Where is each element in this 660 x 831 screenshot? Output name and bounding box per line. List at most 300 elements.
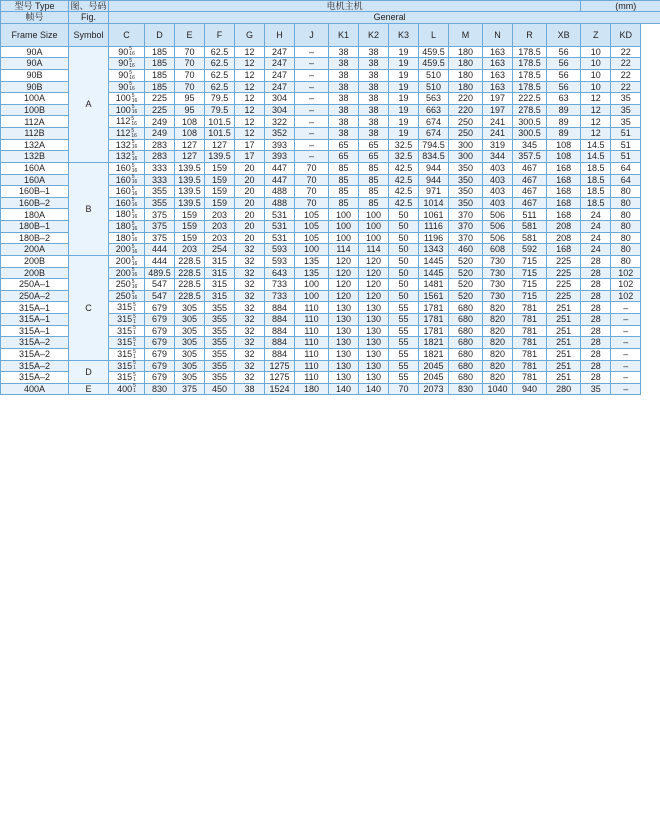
fig-fraction-part: 5 [131,139,135,146]
cell-G: 447 [265,162,295,174]
cell-R: 251 [547,337,581,349]
cell-E: 355 [205,337,235,349]
fig-fraction-part: 5 [131,220,135,227]
fig-number-fraction [133,326,136,336]
cell-L: 300 [449,151,483,163]
fig-fraction-part: 16 [131,260,138,267]
cell-R: 251 [547,302,581,314]
col-header-XB: XB [547,23,581,46]
fig-number-value: 315 [117,360,133,371]
cell-E: 127 [205,139,235,151]
fig-number-fraction [129,71,135,81]
cell-G: 247 [265,81,295,93]
cell-XB: 10 [581,58,611,70]
cell-C: 679 [145,360,175,372]
cell-C: 375 [145,221,175,233]
fig-fraction-part: 5 [129,69,132,76]
cell-G: 733 [265,290,295,302]
fig-fraction-part: 5 [131,185,135,192]
fig-fraction-part: 16 [131,214,138,221]
cell-K1: 38 [359,46,389,58]
cell-frame-size: 180B–2 [1,232,69,244]
fig-number-value: 160 [115,186,131,197]
cell-C: 375 [145,209,175,221]
cell-H: – [295,93,329,105]
cell-K1: 38 [359,128,389,140]
cell-XB: 28 [581,360,611,372]
cell-Z: – [611,348,641,360]
cell-J: 85 [329,162,359,174]
fig-number-fraction [132,140,138,150]
cell-N: 781 [513,348,547,360]
cell-fig-number [109,232,145,244]
cell-R: 63 [547,93,581,105]
fig-fraction-part: 16 [131,283,138,290]
fig-fraction-part: 16 [131,144,138,151]
cell-K2: 55 [389,337,419,349]
cell-E: 203 [205,232,235,244]
cell-D: 203 [175,244,205,256]
cell-XB: 10 [581,46,611,58]
cell-K1: 140 [359,383,389,395]
fig-number-fraction [133,315,136,325]
cell-H: 110 [295,360,329,372]
cell-K3: 510 [419,81,449,93]
fig-number-value: 90 [118,69,129,80]
fig-number-fraction [132,268,138,278]
fig-fraction-part: 16 [131,121,137,128]
cell-K3: 2045 [419,372,449,384]
cell-frame-size: 180B–1 [1,221,69,233]
cell-C: 679 [145,314,175,326]
cell-R: 168 [547,186,581,198]
cell-M: 730 [483,255,513,267]
cell-E: 101.5 [205,128,235,140]
table-header [1,1,660,47]
fig-number-fraction [131,117,137,127]
col-header-D: D [145,23,175,46]
cell-fig-symbol: B [69,162,109,255]
cell-L: 830 [449,383,483,395]
cell-frame-size: 250A–2 [1,290,69,302]
cell-XB: 24 [581,221,611,233]
fig-number-fraction [132,94,138,104]
cell-G: 322 [265,116,295,128]
fig-number-fraction [132,245,138,255]
cell-E: 139.5 [205,151,235,163]
cell-K1: 130 [359,314,389,326]
col-header-K2: K2 [359,23,389,46]
cell-F: 20 [235,232,265,244]
cell-XB: 18.5 [581,197,611,209]
cell-L: 680 [449,337,483,349]
cell-L: 350 [449,197,483,209]
col-header-L: L [419,23,449,46]
cell-D: 70 [175,81,205,93]
cell-fig-number [109,244,145,256]
fig-fraction-part: 16 [129,51,135,58]
cell-frame-size: 160A [1,162,69,174]
cell-frame-size: 160B–1 [1,186,69,198]
cell-K3: 1196 [419,232,449,244]
fig-fraction-part: 5 [131,150,135,157]
cell-K1: 85 [359,186,389,198]
cell-K2: 55 [389,348,419,360]
fig-number-value: 112 [116,128,131,139]
fig-fraction-part: 16 [131,248,138,255]
cell-H: 110 [295,337,329,349]
cell-K2: 55 [389,302,419,314]
cell-D: 305 [175,360,205,372]
cell-R: 168 [547,209,581,221]
cell-Z: – [611,360,641,372]
cell-XB: 35 [581,383,611,395]
cell-L: 370 [449,232,483,244]
cell-E: 355 [205,314,235,326]
fig-fraction-part: 5 [131,174,135,181]
cell-C: 375 [145,232,175,244]
cell-XB: 18.5 [581,174,611,186]
cell-fig-number [109,337,145,349]
cell-R: 56 [547,81,581,93]
cell-fig-number [109,139,145,151]
cell-D: 305 [175,337,205,349]
cell-XB: 10 [581,69,611,81]
cell-H: – [295,58,329,70]
cell-D: 127 [175,139,205,151]
cell-frame-size: 200B [1,255,69,267]
cell-C: 679 [145,348,175,360]
cell-K2: 19 [389,128,419,140]
cell-L: 350 [449,174,483,186]
cell-C: 283 [145,151,175,163]
cell-L: 350 [449,186,483,198]
cell-M: 506 [483,221,513,233]
fig-fraction-part: 5 [131,232,135,239]
fig-fraction-part: 16 [129,62,135,69]
cell-K2: 42.5 [389,197,419,209]
cell-K2: 42.5 [389,174,419,186]
cell-C: 249 [145,116,175,128]
cell-K2: 19 [389,93,419,105]
cell-K3: 2045 [419,360,449,372]
header-frame-label: 帧号 [1,12,69,23]
cell-M: 506 [483,232,513,244]
fig-number-value: 200 [115,267,131,278]
cell-H: – [295,151,329,163]
cell-K3: 510 [419,69,449,81]
cell-D: 228.5 [175,255,205,267]
fig-fraction-part: 5 [133,360,136,367]
cell-G: 733 [265,279,295,291]
fig-number-fraction [132,280,138,290]
fig-number-fraction [132,222,138,232]
cell-XB: 24 [581,244,611,256]
cell-N: 357.5 [513,151,547,163]
cell-E: 79.5 [205,93,235,105]
fig-fraction-part: 5 [133,325,136,332]
cell-H: 70 [295,186,329,198]
cell-XB: 12 [581,116,611,128]
cell-C: 333 [145,162,175,174]
cell-K2: 55 [389,360,419,372]
col-header-E: E [175,23,205,46]
fig-number-fraction [133,384,136,394]
header-symbol-label-top: 图、号码 [70,1,107,11]
cell-D: 108 [175,128,205,140]
cell-fig-number [109,186,145,198]
cell-F: 12 [235,93,265,105]
cell-K1: 120 [359,267,389,279]
cell-XB: 24 [581,232,611,244]
cell-fig-number [109,81,145,93]
cell-M: 241 [483,128,513,140]
cell-fig-number [109,69,145,81]
cell-Z: 102 [611,290,641,302]
cell-G: 531 [265,232,295,244]
cell-frame-size: 160B–2 [1,197,69,209]
cell-L: 680 [449,360,483,372]
cell-N: 467 [513,174,547,186]
cell-J: 130 [329,314,359,326]
col-header-H: H [265,23,295,46]
col-header-G: G [235,23,265,46]
col-header-R: R [513,23,547,46]
cell-K3: 1116 [419,221,449,233]
cell-fig-number [109,267,145,279]
cell-N: 592 [513,244,547,256]
cell-C: 185 [145,69,175,81]
fig-number-fraction [132,257,138,267]
fig-fraction-part: 5 [133,336,136,343]
cell-C: 444 [145,244,175,256]
cell-D: 305 [175,302,205,314]
cell-F: 12 [235,69,265,81]
cell-N: 781 [513,360,547,372]
cell-F: 32 [235,302,265,314]
cell-fig-number [109,197,145,209]
cell-L: 460 [449,244,483,256]
cell-G: 884 [265,325,295,337]
cell-N: 715 [513,255,547,267]
cell-J: 120 [329,290,359,302]
fig-number-fraction [129,47,135,57]
fig-fraction-part: 5 [131,197,135,204]
fig-number-value: 100 [115,104,131,115]
cell-L: 520 [449,290,483,302]
cell-J: 38 [329,69,359,81]
cell-F: 32 [235,255,265,267]
cell-H: – [295,46,329,58]
cell-K1: 85 [359,162,389,174]
cell-K3: 674 [419,128,449,140]
cell-J: 100 [329,221,359,233]
fig-number-value: 112 [116,116,131,127]
cell-M: 163 [483,69,513,81]
cell-E: 315 [205,267,235,279]
cell-K2: 32.5 [389,151,419,163]
cell-F: 38 [235,383,265,395]
cell-L: 180 [449,58,483,70]
cell-L: 180 [449,81,483,93]
cell-D: 159 [175,232,205,244]
cell-M: 820 [483,325,513,337]
cell-K2: 50 [389,267,419,279]
cell-M: 163 [483,58,513,70]
cell-Z: 80 [611,186,641,198]
cell-L: 680 [449,325,483,337]
cell-D: 159 [175,209,205,221]
fig-number-value: 250 [115,290,131,301]
cell-K3: 1445 [419,255,449,267]
fig-number-fraction [133,361,136,371]
cell-H: 110 [295,372,329,384]
cell-G: 593 [265,244,295,256]
fig-number-value: 90 [118,81,129,92]
fig-number-value: 90 [118,46,129,57]
cell-D: 228.5 [175,290,205,302]
fig-fraction-part: 5 [129,81,132,88]
cell-G: 304 [265,104,295,116]
cell-F: 20 [235,209,265,221]
fig-fraction-part: 16 [131,155,138,162]
fig-fraction-part: 5 [129,57,132,64]
cell-J: 85 [329,174,359,186]
cell-XB: 14.5 [581,151,611,163]
cell-C: 185 [145,46,175,58]
cell-F: 12 [235,128,265,140]
table-body [1,46,660,395]
cell-C: 185 [145,81,175,93]
cell-F: 12 [235,104,265,116]
fig-number-fraction [131,129,137,139]
cell-K1: 85 [359,197,389,209]
cell-R: 168 [547,197,581,209]
cell-K3: 1821 [419,348,449,360]
fig-number-fraction [133,373,136,383]
cell-K2: 55 [389,325,419,337]
fig-number-value: 250 [115,279,131,290]
cell-R: 108 [547,151,581,163]
fig-number-fraction [132,105,138,115]
cell-J: 38 [329,104,359,116]
cell-K1: 100 [359,221,389,233]
cell-fig-number [109,116,145,128]
cell-R: 168 [547,174,581,186]
cell-E: 62.5 [205,58,235,70]
fig-fraction-part: 5 [131,104,135,111]
cell-N: 300.5 [513,128,547,140]
cell-L: 220 [449,104,483,116]
cell-E: 254 [205,244,235,256]
col-header-J: J [295,23,329,46]
cell-J: 65 [329,151,359,163]
cell-F: 12 [235,116,265,128]
cell-XB: 12 [581,128,611,140]
cell-N: 581 [513,221,547,233]
fig-fraction-part: 5 [131,243,135,250]
cell-F: 32 [235,267,265,279]
header-type-label: 型号 Type [1,1,69,12]
cell-K3: 1481 [419,279,449,291]
col-header-KD: KD [611,23,641,46]
cell-fig-number [109,290,145,302]
cell-M: 820 [483,314,513,326]
cell-H: 70 [295,162,329,174]
fig-fraction-part: 5 [131,209,135,216]
fig-fraction-part: 5 [131,92,135,99]
cell-frame-size: 400A [1,383,69,395]
fig-number-value: 160 [115,162,131,173]
cell-H: 100 [295,290,329,302]
cell-J: 38 [329,116,359,128]
cell-K2: 19 [389,116,419,128]
cell-L: 180 [449,46,483,58]
cell-D: 139.5 [175,186,205,198]
cell-F: 32 [235,372,265,384]
cell-R: 225 [547,290,581,302]
cell-H: 135 [295,267,329,279]
cell-K3: 2073 [419,383,449,395]
cell-H: 100 [295,279,329,291]
cell-K1: 38 [359,116,389,128]
cell-frame-size: 90A [1,58,69,70]
fig-fraction-part: 1 [133,307,136,314]
cell-Z: – [611,302,641,314]
col-header-Z: Z [581,23,611,46]
fig-number-value: 200 [115,255,131,266]
fig-number-value: 132 [115,139,131,150]
cell-N: 511 [513,209,547,221]
cell-fig-number [109,162,145,174]
cell-N: 781 [513,325,547,337]
fig-fraction-part: 16 [129,74,135,81]
cell-H: – [295,81,329,93]
cell-M: 344 [483,151,513,163]
cell-R: 225 [547,255,581,267]
cell-N: 715 [513,279,547,291]
fig-fraction-part: 5 [131,127,135,134]
cell-D: 139.5 [175,162,205,174]
fig-number-fraction [129,82,135,92]
cell-frame-size: 90B [1,69,69,81]
cell-Z: 64 [611,162,641,174]
cell-Z: 22 [611,81,641,93]
fig-fraction-part: 1 [133,376,136,383]
fig-fraction-part: 5 [131,255,135,262]
cell-fig-number [109,151,145,163]
cell-K3: 944 [419,162,449,174]
cell-G: 884 [265,348,295,360]
cell-frame-size: 132B [1,151,69,163]
specification-table [0,0,660,395]
header-general-en: General [109,12,660,23]
cell-G: 1275 [265,372,295,384]
cell-F: 12 [235,58,265,70]
cell-Z: 80 [611,221,641,233]
cell-N: 178.5 [513,69,547,81]
cell-XB: 24 [581,209,611,221]
cell-D: 70 [175,58,205,70]
col-header-F: F [205,23,235,46]
cell-K1: 100 [359,209,389,221]
cell-fig-number [109,372,145,384]
fig-fraction-part: 1 [133,341,136,348]
cell-R: 89 [547,104,581,116]
fig-fraction-part: 5 [131,116,135,123]
cell-K1: 65 [359,139,389,151]
cell-fig-number [109,279,145,291]
